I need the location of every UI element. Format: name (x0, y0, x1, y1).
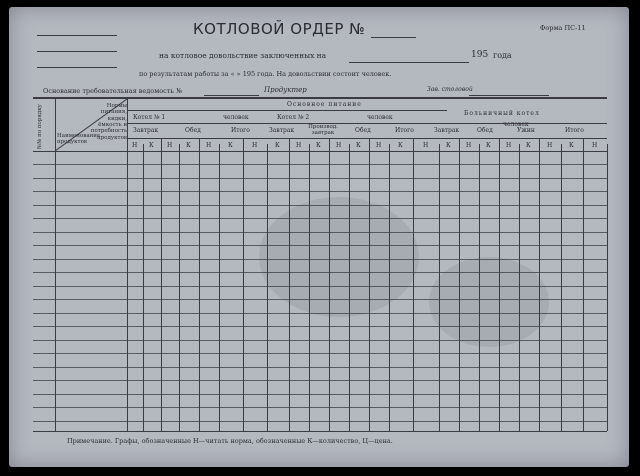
basic-nutrition-header: Основное питание (287, 101, 362, 108)
meal-total-1: Итого (231, 127, 250, 134)
form-code: Форма ПС-11 (540, 24, 586, 32)
blank-line (37, 35, 117, 36)
table-row-line (33, 164, 607, 165)
norm-col-header: Н (132, 142, 138, 149)
column-divider (583, 138, 584, 431)
row-number-header: №№ по порядку (37, 104, 43, 149)
column-divider (389, 144, 390, 431)
hospital-boiler-header: Больничный котел (464, 110, 540, 117)
norm-col-header: Н (592, 142, 598, 149)
boiler-2-label: Котел № 2 (277, 114, 310, 121)
column-divider (179, 144, 180, 431)
producer-label: Продуктер (264, 86, 307, 94)
column-divider (243, 138, 244, 431)
qty-col-header: К (398, 142, 403, 149)
table-row-line (33, 232, 607, 233)
column-divider (199, 138, 200, 431)
table-row-line (33, 178, 607, 179)
table-row-line (33, 286, 607, 287)
blank-line (37, 51, 117, 52)
meal-lunch-2: Обед (355, 127, 371, 134)
meal-lunch-1: Обед (185, 127, 201, 134)
norm-label: Нормы питания, кидки, ёмкость и потребность продуктов (90, 103, 127, 141)
table-row-line (33, 205, 607, 206)
section-divider (127, 110, 447, 111)
date-line (349, 62, 469, 63)
qty-col-header: К (526, 142, 531, 149)
meal-breakfast-3: Завтрак (434, 127, 460, 134)
norm-col-header: Н (547, 142, 553, 149)
column-divider (289, 138, 290, 431)
column-divider (349, 144, 350, 431)
year-suffix: 195 (471, 50, 489, 60)
year-word: года (493, 51, 512, 60)
qty-col-header: К (446, 142, 451, 149)
table-row-line (33, 407, 607, 408)
qty-col-header: К (486, 142, 491, 149)
column-divider (309, 144, 310, 431)
column-divider (161, 138, 162, 431)
table-row-line (33, 299, 607, 300)
norm-col-header: Н (336, 142, 342, 149)
table-row-line (33, 394, 607, 395)
column-divider (369, 138, 370, 431)
table-row-line (33, 340, 607, 341)
staffing-line: по результатам работы за « » 195 года. На довольствии состоит человек. (139, 70, 392, 78)
column-divider (267, 144, 268, 431)
meal-dinner-3: Ужин (517, 127, 535, 134)
table-row-line (33, 313, 607, 314)
table-bottom-border (33, 431, 607, 432)
qty-col-header: К (275, 142, 280, 149)
table-row-line (33, 259, 607, 260)
table-row-line (33, 191, 607, 192)
table-row-line (33, 272, 607, 273)
product-name-header: Наименование продуктов (57, 133, 101, 146)
boiler-1-label: Котел № 1 (133, 114, 166, 121)
column-divider (499, 138, 500, 431)
qty-col-header: К (149, 142, 154, 149)
boiler-2-people: человек (367, 114, 393, 121)
meal-breakfast-1: Завтрак (133, 127, 159, 134)
norm-col-header: Н (206, 142, 212, 149)
column-divider (479, 144, 480, 431)
header-row-line (127, 123, 607, 124)
header-bottom-line (33, 151, 607, 152)
norm-col-header: Н (466, 142, 472, 149)
qty-col-header: К (356, 142, 361, 149)
order-number-line (371, 37, 416, 38)
column-divider (439, 144, 440, 431)
qty-col-header: К (228, 142, 233, 149)
column-divider (561, 144, 562, 431)
boiler-1-people: человек (223, 114, 249, 121)
column-divider (519, 144, 520, 431)
subtitle: на котловое довольствие заключенных на (159, 51, 327, 60)
meal-breakfast-2: Завтрак (269, 127, 295, 134)
table-row-line (33, 367, 607, 368)
meal-total-2: Итого (395, 127, 414, 134)
column-divider (329, 138, 330, 431)
column-divider (127, 138, 128, 431)
table-row-line (33, 245, 607, 246)
column-divider (459, 138, 460, 431)
table-row-line (33, 326, 607, 327)
column-divider (413, 138, 414, 431)
boiler-3-people: человек (503, 121, 529, 128)
column-divider (219, 144, 220, 431)
norm-col-header: Н (296, 142, 302, 149)
norm-col-header: Н (252, 142, 258, 149)
norm-col-header: Н (376, 142, 382, 149)
table-row-line (33, 380, 607, 381)
qty-col-header: К (569, 142, 574, 149)
qty-col-header: К (186, 142, 191, 149)
table-row-line (33, 353, 607, 354)
basis-number-line (204, 95, 259, 96)
table-row-line (33, 218, 607, 219)
blank-line (37, 67, 117, 68)
table-row-line (33, 421, 607, 422)
production-breakfast: Производ. завтрак (308, 124, 338, 137)
norm-col-header: Н (167, 142, 173, 149)
footnote: Примечание. Графы, обозначенные Н—читать норма, обозначенные К—количество, Ц—цена. (67, 437, 393, 445)
norm-col-header: Н (423, 142, 429, 149)
order-form (9, 7, 629, 467)
meal-lunch-3: Обед (477, 127, 493, 134)
column-divider (143, 144, 144, 431)
qty-col-header: К (316, 142, 321, 149)
page-title: КОТЛОВОЙ ОРДЕР № (193, 20, 366, 38)
storekeeper-line (469, 95, 549, 96)
storekeeper-label: Зав. столовой (427, 86, 473, 93)
column-divider (539, 138, 540, 431)
norm-col-header: Н (506, 142, 512, 149)
basis-line: Основание требовательная ведомость № (43, 87, 183, 95)
column-divider (607, 144, 608, 431)
meal-total-3: Итого (565, 127, 584, 134)
